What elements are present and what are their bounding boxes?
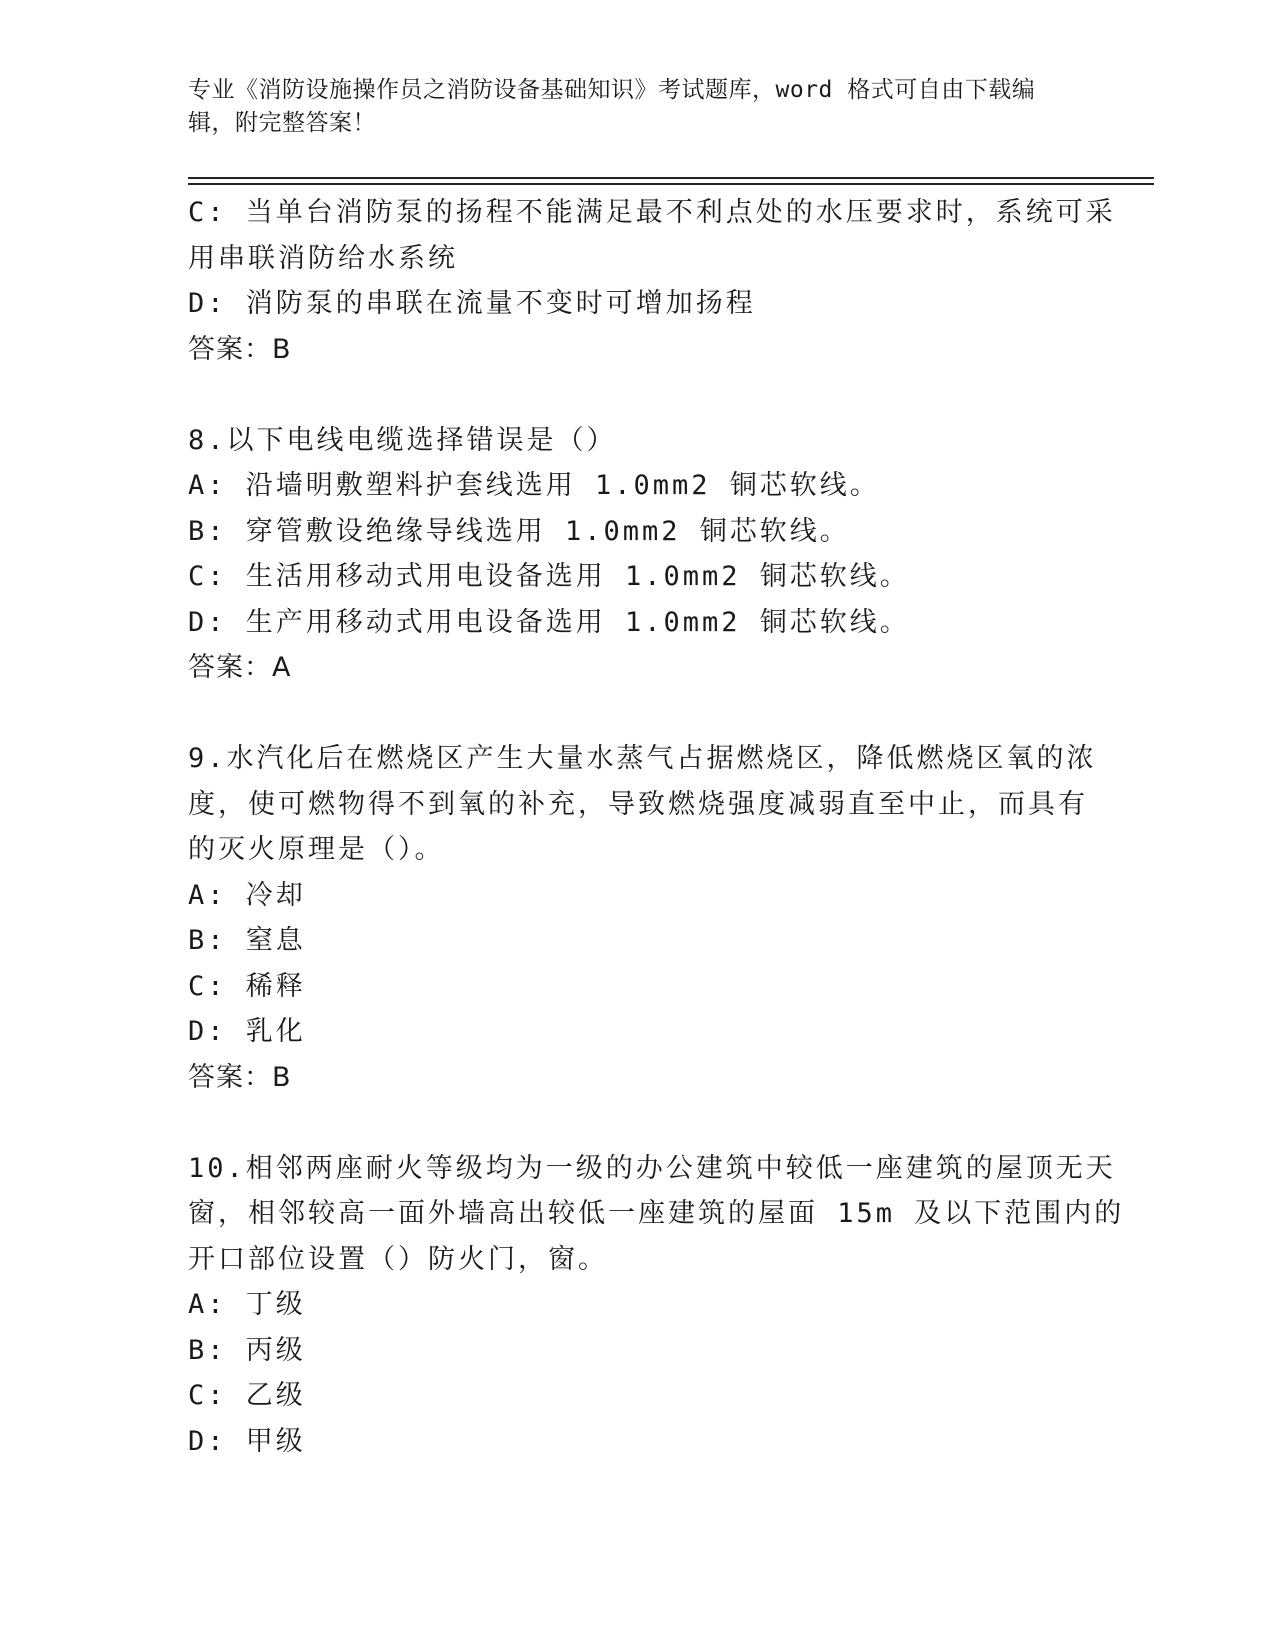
header-title-line-1: 专业《消防设施操作员之消防设备基础知识》考试题库，word 格式可自由下载编 — [188, 77, 1036, 103]
spacer — [188, 372, 1088, 418]
option-c-continued: 用串联消防给水系统 — [188, 242, 458, 274]
option-a: A: 冷却 — [188, 879, 306, 911]
question-stem-continued: 度，使可燃物得不到氧的补充，导致燃烧强度减弱直至中止，而具有 — [188, 788, 1088, 820]
question-stem: 10.相邻两座耐火等级均为一级的办公建筑中较低一座建筑的屋顶无天 — [188, 1152, 1116, 1184]
option-b: B: 穿管敷设绝缘导线选用 1.0mm2 铜芯软线。 — [188, 515, 850, 547]
question-10 — [188, 1146, 1125, 1465]
header-title-line-2: 辑，附完整答案！ — [188, 110, 376, 136]
question-stem: 8.以下电线电缆选择错误是（） — [188, 424, 617, 456]
header-divider-bottom — [188, 183, 1154, 185]
option-b: B: 窒息 — [188, 925, 306, 956]
answer: 答案：B — [188, 333, 292, 365]
option-d: D: 消防泵的串联在流量不变时可增加扬程 — [188, 288, 756, 319]
previous-question — [188, 190, 1116, 372]
option-d: D: 生产用移动式用电设备选用 1.0mm2 铜芯软线。 — [188, 606, 910, 638]
question-stem-continued: 窗，相邻较高一面外墙高出较低一座建筑的屋面 15m 及以下范围内的 — [188, 1198, 1125, 1229]
option-c: C: 当单台消防泵的扬程不能满足最不利点处的水压要求时，系统可采 — [188, 197, 1116, 228]
question-list — [188, 190, 1125, 1464]
question-stem-continued: 开口部位设置（）防火门，窗。 — [188, 1243, 608, 1275]
option-c: C: 乙级 — [188, 1380, 306, 1411]
answer: 答案：A — [188, 652, 292, 683]
option-a: A: 丁级 — [188, 1289, 306, 1320]
option-c: C: 稀释 — [188, 970, 306, 1002]
option-a: A: 沿墙明敷塑料护套线选用 1.0mm2 铜芯软线。 — [188, 470, 880, 501]
option-c: C: 生活用移动式用电设备选用 1.0mm2 铜芯软线。 — [188, 561, 910, 592]
option-d: D: 甲级 — [188, 1425, 306, 1457]
question-stem: 9.水汽化后在燃烧区产生大量水蒸气占据燃烧区，降低燃烧区氧的浓 — [188, 743, 1097, 774]
option-b: B: 丙级 — [188, 1334, 306, 1366]
spacer — [188, 691, 1088, 737]
question-9 — [188, 736, 1097, 1100]
question-stem-continued: 的灭火原理是（）。 — [188, 834, 445, 865]
spacer — [188, 1100, 1088, 1146]
question-8 — [188, 418, 1088, 691]
answer: 答案：B — [188, 1061, 292, 1093]
header-divider-top — [188, 177, 1154, 179]
option-d: D: 乳化 — [188, 1016, 306, 1047]
document-header — [188, 74, 1068, 140]
